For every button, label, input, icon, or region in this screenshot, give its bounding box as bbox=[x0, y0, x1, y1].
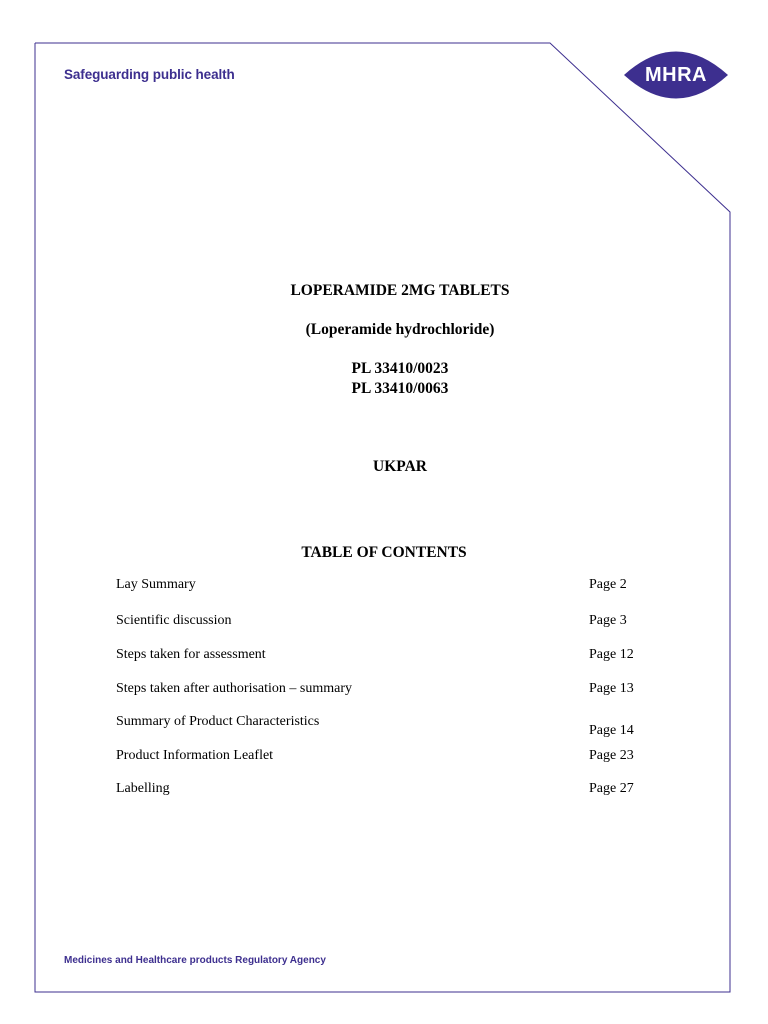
toc-item-label: Scientific discussion bbox=[116, 613, 232, 628]
logo-text: MHRA bbox=[645, 63, 707, 86]
toc-row[interactable] bbox=[116, 714, 676, 736]
toc-item-page: Page 3 bbox=[589, 613, 627, 628]
mhra-logo bbox=[622, 44, 730, 106]
toc-row[interactable] bbox=[116, 647, 676, 669]
toc-row[interactable] bbox=[116, 577, 676, 599]
report-type: UKPAR bbox=[373, 458, 427, 475]
toc-item-label: Steps taken after authorisation – summary bbox=[116, 681, 352, 696]
toc-item-label: Summary of Product Characteristics bbox=[116, 714, 320, 729]
toc-item-page: Page 12 bbox=[589, 647, 634, 662]
licence-number: PL 33410/0063 bbox=[351, 380, 449, 397]
toc-row[interactable] bbox=[116, 748, 676, 770]
toc-item-page: Page 2 bbox=[589, 577, 627, 592]
toc-row[interactable] bbox=[116, 613, 676, 635]
document-subtitle: (Loperamide hydrochloride) bbox=[305, 321, 495, 338]
footer-agency-name: Medicines and Healthcare products Regulatory Agency bbox=[64, 955, 326, 966]
toc-item-page: Page 13 bbox=[589, 681, 634, 696]
toc-row[interactable] bbox=[116, 681, 676, 703]
header-tagline: Safeguarding public health bbox=[64, 67, 235, 82]
toc-item-label: Product Information Leaflet bbox=[116, 748, 274, 763]
toc-item-label: Lay Summary bbox=[116, 577, 196, 592]
licence-number: PL 33410/0023 bbox=[351, 360, 449, 377]
toc-item-page: Page 14 bbox=[589, 723, 634, 738]
toc-heading: TABLE OF CONTENTS bbox=[301, 544, 467, 561]
toc-row[interactable] bbox=[116, 781, 676, 803]
toc-item-label: Labelling bbox=[116, 781, 170, 796]
toc-item-page: Page 23 bbox=[589, 748, 634, 763]
document-title: LOPERAMIDE 2MG TABLETS bbox=[290, 282, 510, 299]
toc-item-label: Steps taken for assessment bbox=[116, 647, 266, 662]
toc-item-page: Page 27 bbox=[589, 781, 634, 796]
